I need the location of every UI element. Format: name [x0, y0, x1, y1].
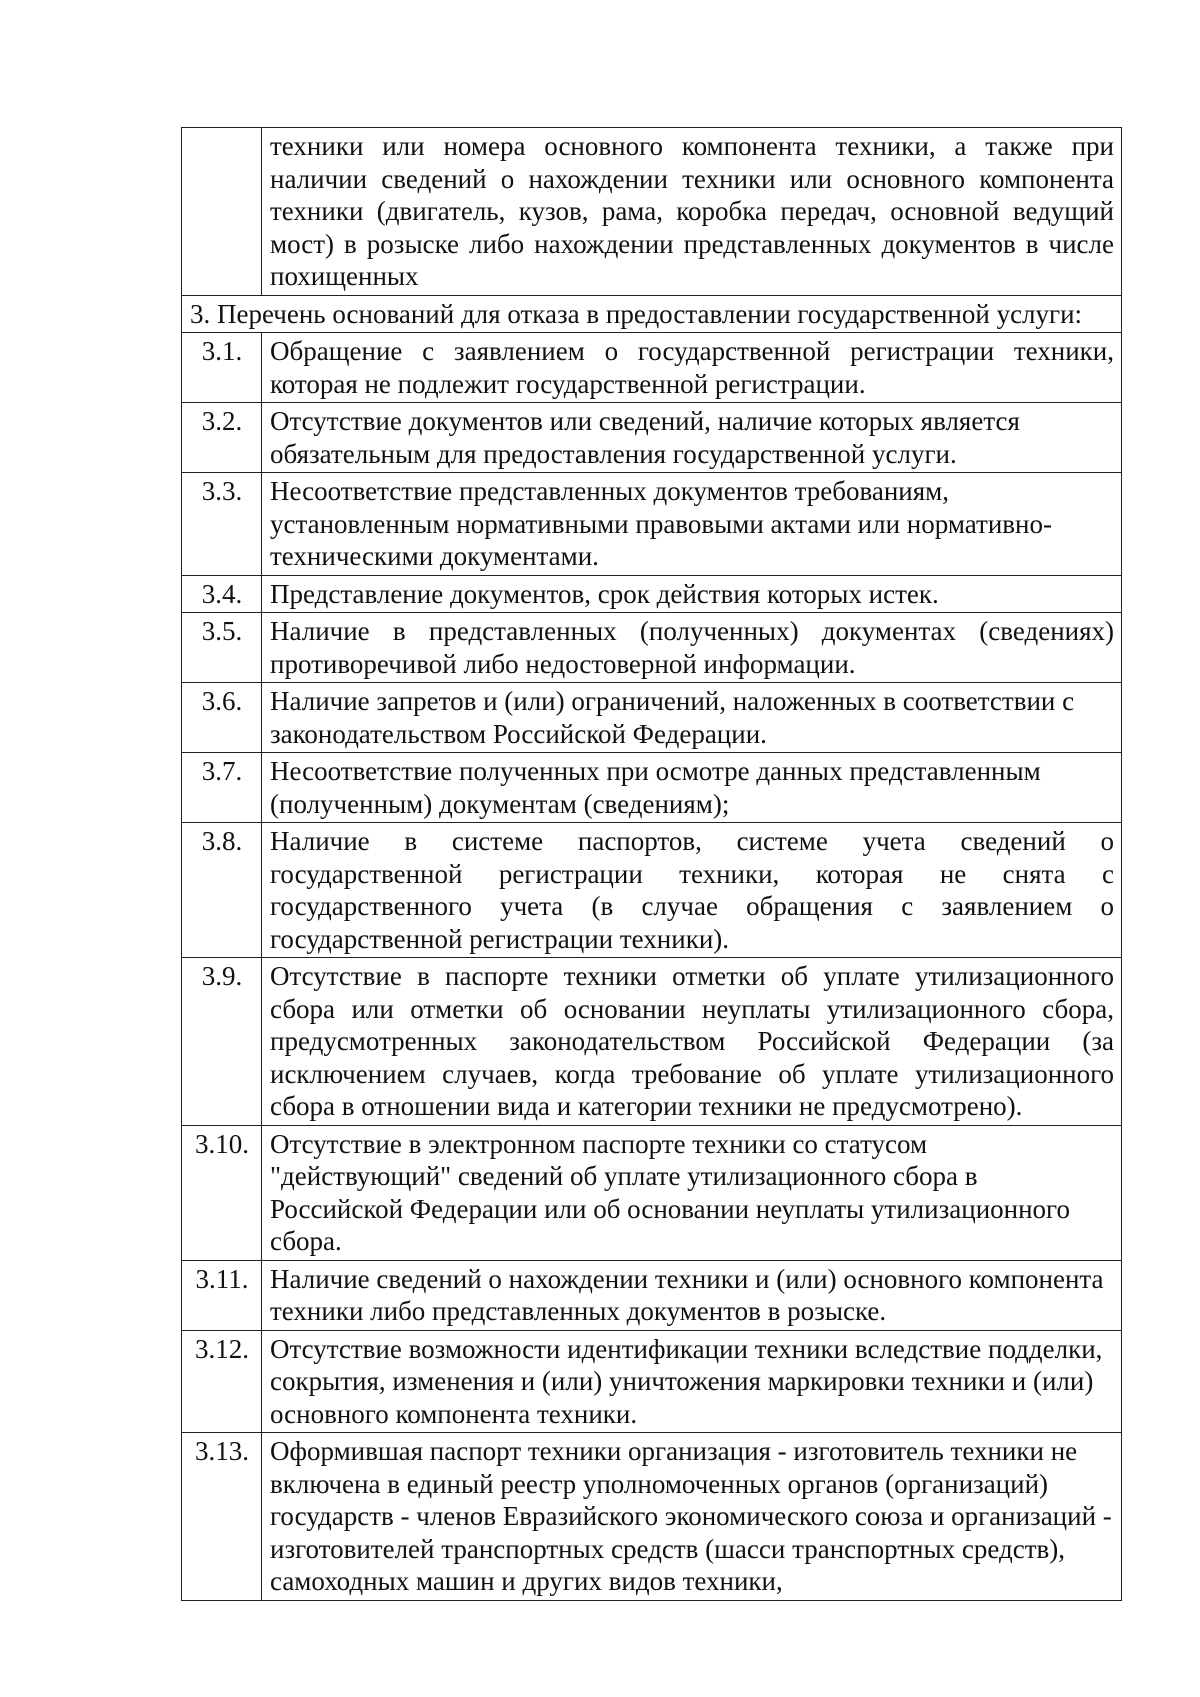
table-row [182, 613, 1122, 683]
row-text: Несоответствие представленных документов требованиям, установленным нормативными правовыми актами или нормативно-техническими документами. [262, 473, 1122, 576]
row-number: 3.1. [182, 333, 262, 403]
table-row [182, 823, 1122, 958]
table-row [182, 1330, 1122, 1433]
row-number: 3.5. [182, 613, 262, 683]
table-row [182, 1260, 1122, 1330]
section-header-row [182, 295, 1122, 333]
row-text: Несоответствие полученных при осмотре данных представленным (полученным) документам (сведениям); [262, 753, 1122, 823]
row-number: 3.4. [182, 575, 262, 613]
row-number: 3.7. [182, 753, 262, 823]
row-number: 3.10. [182, 1125, 262, 1260]
row-text: Отсутствие возможности идентификации техники вследствие подделки, сокрытия, изменения и (или) уничтожения маркировки техники и (или) основного компонента техники. [262, 1330, 1122, 1433]
row-text: Обращение с заявлением о государственной регистрации техники, которая не подлежит государственной регистрации. [262, 333, 1122, 403]
row-number: 3.9. [182, 958, 262, 1126]
row-number: 3.13. [182, 1433, 262, 1601]
table-row-continuation [182, 128, 1122, 296]
grounds-table [181, 127, 1122, 1601]
row-text: Оформившая паспорт техники организация - изготовитель техники не включена в единый реестр уполномоченных органов (организаций) государств - членов Евразийского экономического союза и организаций - изготовителей транспортных средств (шасси транспортных средств), самоходных машин и других видов техники, [262, 1433, 1122, 1601]
row-number: 3.2. [182, 403, 262, 473]
table-row [182, 403, 1122, 473]
row-number: 3.11. [182, 1260, 262, 1330]
table-row [182, 1433, 1122, 1601]
table-row [182, 958, 1122, 1126]
row-number: 3.12. [182, 1330, 262, 1433]
row-text: Наличие в представленных (полученных) документах (сведениях) противоречивой либо недостоверной информации. [262, 613, 1122, 683]
row-text: Наличие запретов и (или) ограничений, наложенных в соответствии с законодательством Российской Федерации. [262, 683, 1122, 753]
row-number: 3.6. [182, 683, 262, 753]
row-number: 3.8. [182, 823, 262, 958]
row-text: техники или номера основного компонента техники, а также при наличии сведений о нахождении техники или основного компонента техники (двигатель, кузов, рама, коробка передач, основной ведущий мост) в розыске либо нахождении представленных документов в числе похищенных [262, 128, 1122, 296]
row-text: Наличие в системе паспортов, системе учета сведений о государственной регистрации техники, которая не снята с государственного учета (в случае обращения с заявлением о государственной регистрации техники). [262, 823, 1122, 958]
row-text: Отсутствие в паспорте техники отметки об уплате утилизационного сбора или отметки об основании неуплаты утилизационного сбора, предусмотренных законодательством Российской Федерации (за исключением случаев, когда требование об уплате утилизационного сбора в отношении вида и категории техники не предусмотрено). [262, 958, 1122, 1126]
row-text: Представление документов, срок действия которых истек. [262, 575, 1122, 613]
row-number: 3.3. [182, 473, 262, 576]
section-header: 3. Перечень оснований для отказа в предоставлении государственной услуги: [182, 295, 1122, 333]
table-row [182, 473, 1122, 576]
row-number [182, 128, 262, 296]
table-row [182, 1125, 1122, 1260]
table-row [182, 333, 1122, 403]
table-row [182, 575, 1122, 613]
document-page [181, 127, 1121, 1601]
row-text: Наличие сведений о нахождении техники и (или) основного компонента техники либо представленных документов в розыске. [262, 1260, 1122, 1330]
row-text: Отсутствие документов или сведений, наличие которых является обязательным для предоставления государственной услуги. [262, 403, 1122, 473]
row-text: Отсутствие в электронном паспорте техники со статусом "действующий" сведений об уплате утилизационного сбора в Российской Федерации или об основании неуплаты утилизационного сбора. [262, 1125, 1122, 1260]
table-row [182, 753, 1122, 823]
table-row [182, 683, 1122, 753]
